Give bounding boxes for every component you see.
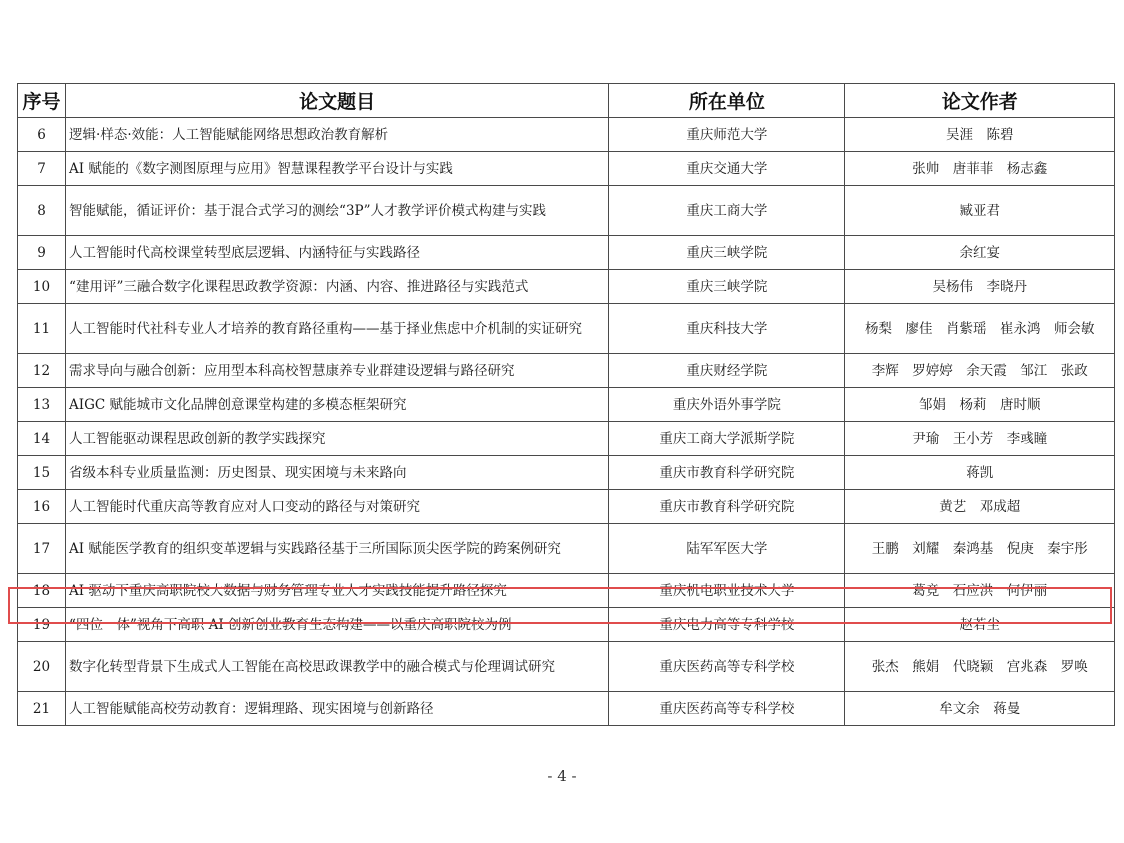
affiliation: 重庆财经学院	[609, 354, 845, 388]
header-unit: 所在单位	[609, 84, 845, 118]
authors: 牟文余 蒋曼	[845, 692, 1115, 726]
paper-title: AI 驱动下重庆高职院校大数据与财务管理专业人才实践技能提升路径探究	[66, 574, 609, 608]
authors: 余红宴	[845, 236, 1115, 270]
authors: 吴涯 陈碧	[845, 118, 1115, 152]
row-number: 12	[18, 354, 66, 388]
table-row	[18, 490, 1115, 524]
row-number: 7	[18, 152, 66, 186]
row-number: 20	[18, 642, 66, 692]
table-row	[18, 186, 1115, 236]
authors: 黄艺 邓成超	[845, 490, 1115, 524]
affiliation: 重庆三峡学院	[609, 236, 845, 270]
row-number: 11	[18, 304, 66, 354]
paper-title: “建用评”三融合数字化课程思政教学资源：内涵、内容、推进路径与实践范式	[66, 270, 609, 304]
paper-title: “四位一体”视角下高职 AI 创新创业教育生态构建——以重庆高职院校为例	[66, 608, 609, 642]
affiliation: 重庆市教育科学研究院	[609, 456, 845, 490]
paper-title: AI 赋能的《数字测图原理与应用》智慧课程教学平台设计与实践	[66, 152, 609, 186]
authors: 赵若尘	[845, 608, 1115, 642]
affiliation: 重庆机电职业技术大学	[609, 574, 845, 608]
row-number: 8	[18, 186, 66, 236]
page-number: - 4 -	[547, 767, 577, 785]
authors: 尹瑜 王小芳 李彧瞳	[845, 422, 1115, 456]
row-number: 19	[18, 608, 66, 642]
authors: 吴杨伟 李晓丹	[845, 270, 1115, 304]
row-number: 10	[18, 270, 66, 304]
paper-title: 逻辑·样态·效能：人工智能赋能网络思想政治教育解析	[66, 118, 609, 152]
affiliation: 重庆科技大学	[609, 304, 845, 354]
authors: 李辉 罗婷婷 余天霞 邹江 张政	[845, 354, 1115, 388]
authors: 臧亚君	[845, 186, 1115, 236]
table-row	[18, 152, 1115, 186]
authors: 张帅 唐菲菲 杨志鑫	[845, 152, 1115, 186]
row-number: 13	[18, 388, 66, 422]
row-number: 14	[18, 422, 66, 456]
table-row	[18, 456, 1115, 490]
paper-title: 数字化转型背景下生成式人工智能在高校思政课教学中的融合模式与伦理调试研究	[66, 642, 609, 692]
affiliation: 重庆医药高等专科学校	[609, 692, 845, 726]
table-row	[18, 608, 1115, 642]
header-no: 序号	[18, 84, 66, 118]
row-number: 21	[18, 692, 66, 726]
affiliation: 重庆工商大学	[609, 186, 845, 236]
table-row	[18, 118, 1115, 152]
table-header-row	[18, 84, 1115, 118]
paper-title: AI 赋能医学教育的组织变革逻辑与实践路径基于三所国际顶尖医学院的跨案例研究	[66, 524, 609, 574]
affiliation: 重庆交通大学	[609, 152, 845, 186]
affiliation: 重庆外语外事学院	[609, 388, 845, 422]
table-row	[18, 388, 1115, 422]
affiliation: 重庆师范大学	[609, 118, 845, 152]
paper-title: 人工智能时代高校课堂转型底层逻辑、内涵特征与实践路径	[66, 236, 609, 270]
row-number: 9	[18, 236, 66, 270]
header-title: 论文题目	[66, 84, 609, 118]
table-row-highlighted	[18, 574, 1115, 608]
table-row	[18, 524, 1115, 574]
row-number: 16	[18, 490, 66, 524]
affiliation: 重庆医药高等专科学校	[609, 642, 845, 692]
paper-title: 需求导向与融合创新：应用型本科高校智慧康养专业群建设逻辑与路径研究	[66, 354, 609, 388]
row-number: 18	[18, 574, 66, 608]
table-row	[18, 692, 1115, 726]
table-row	[18, 642, 1115, 692]
paper-list-table	[17, 83, 1115, 726]
paper-title: 人工智能时代重庆高等教育应对人口变动的路径与对策研究	[66, 490, 609, 524]
table-row	[18, 422, 1115, 456]
affiliation: 重庆工商大学派斯学院	[609, 422, 845, 456]
paper-title: 人工智能驱动课程思政创新的教学实践探究	[66, 422, 609, 456]
paper-title: 人工智能赋能高校劳动教育：逻辑理路、现实困境与创新路径	[66, 692, 609, 726]
authors: 王鹏 刘耀 秦鸿基 倪庚 秦宇彤	[845, 524, 1115, 574]
header-authors: 论文作者	[845, 84, 1115, 118]
authors: 蒋凯	[845, 456, 1115, 490]
paper-title: 智能赋能，循证评价：基于混合式学习的测绘“3P”人才教学评价模式构建与实践	[66, 186, 609, 236]
paper-title: 人工智能时代社科专业人才培养的教育路径重构——基于择业焦虑中介机制的实证研究	[66, 304, 609, 354]
row-number: 15	[18, 456, 66, 490]
authors: 葛竞 石应洪 何伊丽	[845, 574, 1115, 608]
authors: 杨梨 廖佳 肖紫瑶 崔永鸿 师会敏	[845, 304, 1115, 354]
affiliation: 重庆电力高等专科学校	[609, 608, 845, 642]
table-row	[18, 270, 1115, 304]
affiliation: 陆军军医大学	[609, 524, 845, 574]
table-row	[18, 354, 1115, 388]
row-number: 6	[18, 118, 66, 152]
paper-title: AIGC 赋能城市文化品牌创意课堂构建的多模态框架研究	[66, 388, 609, 422]
table-row	[18, 236, 1115, 270]
row-number: 17	[18, 524, 66, 574]
paper-title: 省级本科专业质量监测：历史图景、现实困境与未来路向	[66, 456, 609, 490]
affiliation: 重庆市教育科学研究院	[609, 490, 845, 524]
authors: 邹娟 杨莉 唐时顺	[845, 388, 1115, 422]
authors: 张杰 熊娟 代晓颖 宫兆森 罗唤	[845, 642, 1115, 692]
table-row	[18, 304, 1115, 354]
affiliation: 重庆三峡学院	[609, 270, 845, 304]
